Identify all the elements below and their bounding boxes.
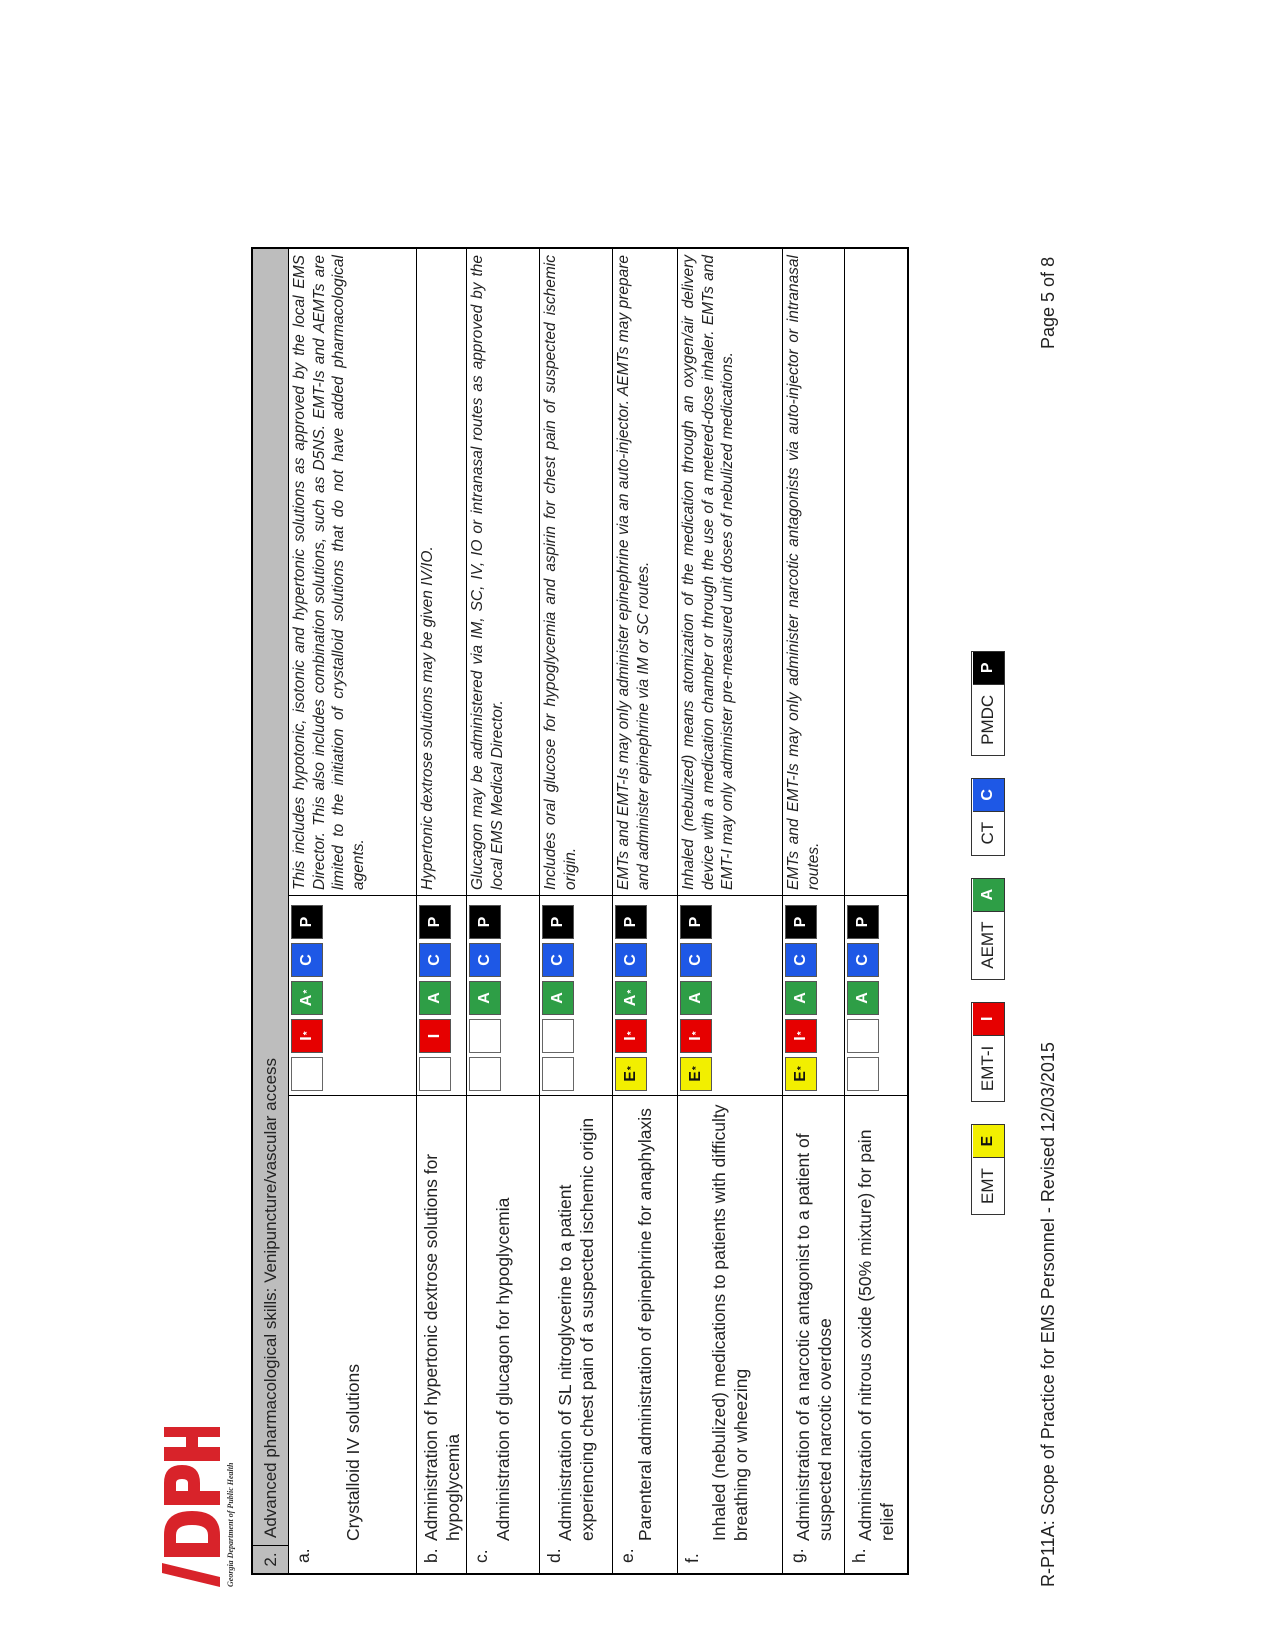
level-code-letter: P — [476, 916, 493, 928]
level-box-a — [291, 981, 323, 1015]
level-code-letter: C — [687, 954, 704, 966]
skill-text: Administration of a narcotic antagonist to a patient of suspected narcotic overdose — [792, 1133, 835, 1541]
skill-text: Parenteral administration of epinephrine for anaphylaxis — [635, 1108, 655, 1541]
level-code-asterisk: * — [690, 1031, 702, 1036]
level-code-letter: I — [426, 1033, 443, 1039]
level-box-empty — [542, 1057, 574, 1091]
level-codes-cell — [289, 895, 416, 1095]
level-box-e — [680, 1057, 712, 1091]
note-cell: EMTs and EMT-Is may only administer narcotic antagonists via auto-injector or intranasal routes. — [785, 255, 822, 890]
level-code-letter: P — [687, 916, 704, 928]
level-code-letter: C — [622, 954, 639, 966]
level-code-letter: A — [792, 992, 809, 1004]
level-box-p — [291, 905, 323, 939]
table-row — [417, 249, 467, 1573]
skill-text: Administration of glucagon for hypoglycemia — [493, 1197, 513, 1541]
skill-cell — [540, 1095, 612, 1573]
level-code-letter: C — [792, 954, 809, 966]
level-code-asterisk: * — [301, 1031, 313, 1036]
table-row — [845, 249, 907, 1573]
level-code-letter: P — [854, 916, 871, 928]
level-box-empty — [469, 1057, 501, 1091]
level-codes-cell — [678, 895, 782, 1095]
skill-cell — [613, 1095, 677, 1573]
level-code-letter: C — [476, 954, 493, 966]
legend-item-e — [971, 1124, 1005, 1215]
legend-name: AEMT — [978, 921, 997, 969]
level-box-c — [847, 943, 879, 977]
level-codes-cell — [845, 895, 907, 1095]
legend-item-c — [971, 778, 1005, 856]
level-box-c — [615, 943, 647, 977]
level-box-a — [469, 981, 501, 1015]
level-box-p — [680, 905, 712, 939]
skill-cell — [467, 1095, 539, 1573]
legend-name: PMDC — [978, 694, 997, 745]
level-box-i — [785, 1019, 817, 1053]
skill-letter: g. — [787, 1548, 807, 1563]
note-cell — [845, 249, 907, 895]
section-header — [253, 249, 289, 1573]
section-number: 2. — [253, 1545, 288, 1573]
level-box-empty — [419, 1057, 451, 1091]
level-box-c — [469, 943, 501, 977]
skill-text: Crystalloid IV solutions — [342, 1363, 363, 1541]
level-codes-cell — [417, 895, 466, 1095]
level-box-c — [419, 943, 451, 977]
table-row — [678, 249, 783, 1573]
skill-cell — [783, 1095, 844, 1573]
level-code-letter: E — [687, 1071, 704, 1082]
legend — [971, 629, 1005, 1215]
level-box-i — [680, 1019, 712, 1053]
note-cell: This includes hypotonic, isotonic and hypertonic solutions as approved by the local EMS Director. This also includes combination solutions, such as D5NS. EMT-Is and AEMTs are limited to the initiation of crystalloid solutions that do not have added pharmacological agents. — [291, 255, 367, 890]
level-box-a — [785, 981, 817, 1015]
level-box-a — [542, 981, 574, 1015]
table-body — [289, 249, 907, 1573]
level-box-p — [419, 905, 451, 939]
table-row — [467, 249, 540, 1573]
skill-text: Administration of SL nitroglycerine to a patient experiencing chest pain of a suspected ischemic origin — [555, 1117, 597, 1541]
level-code-letter: A — [298, 994, 315, 1007]
legend-swatch: E — [973, 1125, 1004, 1158]
note-cell: Inhaled (nebulized) means atomization of the medication through an oxygen/air delivery device with a medication chamber or through the use of a metered-dose inhaler. EMTs and EMT-I may only administer pre-measured unit doses of nebulized medications. — [680, 255, 736, 890]
note-cell: Glucagon may be administered via IM, SC, IV, IO or intranasal routes as approved by the local EMS Medical Director. — [469, 255, 506, 890]
section-title: Advanced pharmacological skills: Venipuncture/vascular access — [260, 1057, 280, 1538]
legend-swatch: C — [973, 779, 1004, 812]
level-box-i — [291, 1019, 323, 1053]
table-row — [289, 249, 417, 1573]
level-box-e — [785, 1057, 817, 1091]
level-code-letter: E — [792, 1071, 809, 1082]
level-code-asterisk: * — [625, 1031, 637, 1036]
skill-letter: e. — [617, 1548, 637, 1563]
skill-text: Administration of nitrous oxide (50% mixture) for pain relief — [855, 1129, 897, 1541]
level-code-letter: A — [687, 992, 704, 1004]
skill-cell — [845, 1095, 907, 1573]
skill-letter: f. — [682, 1553, 702, 1563]
level-box-empty — [542, 1019, 574, 1053]
logo-tagline: Georgia Department of Public Health — [226, 1462, 235, 1587]
level-code-asterisk: * — [625, 989, 637, 994]
scope-table — [251, 247, 909, 1575]
skill-text: Inhaled (nebulized) medications to patients with difficulty breathing or wheezing — [709, 1104, 751, 1541]
level-code-letter: E — [622, 1071, 639, 1082]
level-code-letter: A — [476, 992, 493, 1004]
note-cell: Includes oral glucose for hypoglycemia and aspirin for chest pain of suspected ischemic origin. — [542, 255, 579, 890]
skill-text: Administration of hypertonic dextrose solutions for hypoglycemia — [420, 1153, 463, 1541]
note-cell: Hypertonic dextrose solutions may be given IV/IO. — [419, 546, 436, 890]
level-code-letter: C — [549, 954, 566, 966]
level-code-letter: P — [426, 916, 443, 928]
level-code-letter: A — [622, 994, 639, 1007]
level-code-asterisk: * — [795, 1066, 807, 1071]
legend-swatch: P — [973, 652, 1004, 685]
level-box-empty — [291, 1057, 323, 1091]
skill-letter: c. — [471, 1549, 491, 1563]
level-codes-cell — [613, 895, 677, 1095]
skill-cell — [678, 1095, 782, 1573]
level-code-letter: P — [792, 916, 809, 928]
level-box-p — [469, 905, 501, 939]
level-code-asterisk: * — [690, 1066, 702, 1071]
level-box-empty — [847, 1019, 879, 1053]
note-cell: EMTs and EMT-Is may only administer epinephrine via an auto-injector. AEMTs may prepare and administer epinephrine via IM or SC routes. — [615, 255, 652, 890]
legend-name: CT — [978, 821, 997, 845]
legend-item-a — [971, 878, 1005, 980]
level-code-letter: A — [854, 992, 871, 1004]
level-box-a — [615, 981, 647, 1015]
level-box-i — [419, 1019, 451, 1053]
level-box-a — [847, 981, 879, 1015]
level-box-c — [785, 943, 817, 977]
level-codes-cell — [783, 895, 844, 1095]
skill-cell — [289, 1095, 416, 1573]
level-box-a — [419, 981, 451, 1015]
legend-name: EMT-I — [978, 1045, 997, 1092]
table-row — [613, 249, 678, 1573]
level-box-i — [615, 1019, 647, 1053]
table-row — [783, 249, 845, 1573]
skill-letter: b. — [421, 1548, 441, 1563]
level-code-letter: I — [792, 1036, 809, 1041]
legend-name: EMT — [978, 1168, 997, 1204]
level-code-letter: A — [426, 992, 443, 1004]
level-box-p — [785, 905, 817, 939]
dph-logo-icon — [158, 1427, 228, 1587]
level-box-p — [847, 905, 879, 939]
level-code-asterisk: * — [301, 989, 313, 994]
footer-document-id: R-P11A: Scope of Practice for EMS Personnel - Revised 12/03/2015 — [1038, 1042, 1058, 1587]
level-code-letter: A — [549, 992, 566, 1004]
level-code-asterisk: * — [625, 1066, 637, 1071]
level-code-letter: I — [622, 1036, 639, 1041]
level-box-empty — [847, 1057, 879, 1091]
skill-letter: d. — [544, 1548, 564, 1563]
level-code-letter: C — [298, 954, 315, 966]
footer-page-number: Page 5 of 8 — [1038, 256, 1058, 349]
level-code-letter: P — [298, 916, 315, 928]
level-code-letter: C — [854, 954, 871, 966]
level-codes-cell — [467, 895, 539, 1095]
level-code-letter: C — [426, 954, 443, 966]
legend-swatch: I — [973, 1003, 1004, 1036]
level-box-empty — [469, 1019, 501, 1053]
skill-letter: h. — [849, 1548, 869, 1563]
legend-item-p — [971, 651, 1005, 756]
skill-cell — [417, 1095, 466, 1573]
level-box-a — [680, 981, 712, 1015]
level-box-c — [680, 943, 712, 977]
level-box-p — [542, 905, 574, 939]
level-box-p — [615, 905, 647, 939]
table-row — [540, 249, 613, 1573]
legend-item-i — [971, 1002, 1005, 1102]
level-box-c — [291, 943, 323, 977]
level-code-letter: P — [549, 916, 566, 928]
level-box-c — [542, 943, 574, 977]
level-code-asterisk: * — [795, 1031, 807, 1036]
level-codes-cell — [540, 895, 612, 1095]
level-code-letter: I — [687, 1036, 704, 1041]
level-code-letter: I — [298, 1036, 315, 1041]
skill-letter: a. — [293, 1548, 313, 1563]
level-box-e — [615, 1057, 647, 1091]
level-code-letter: P — [622, 916, 639, 928]
legend-swatch: A — [973, 879, 1004, 912]
